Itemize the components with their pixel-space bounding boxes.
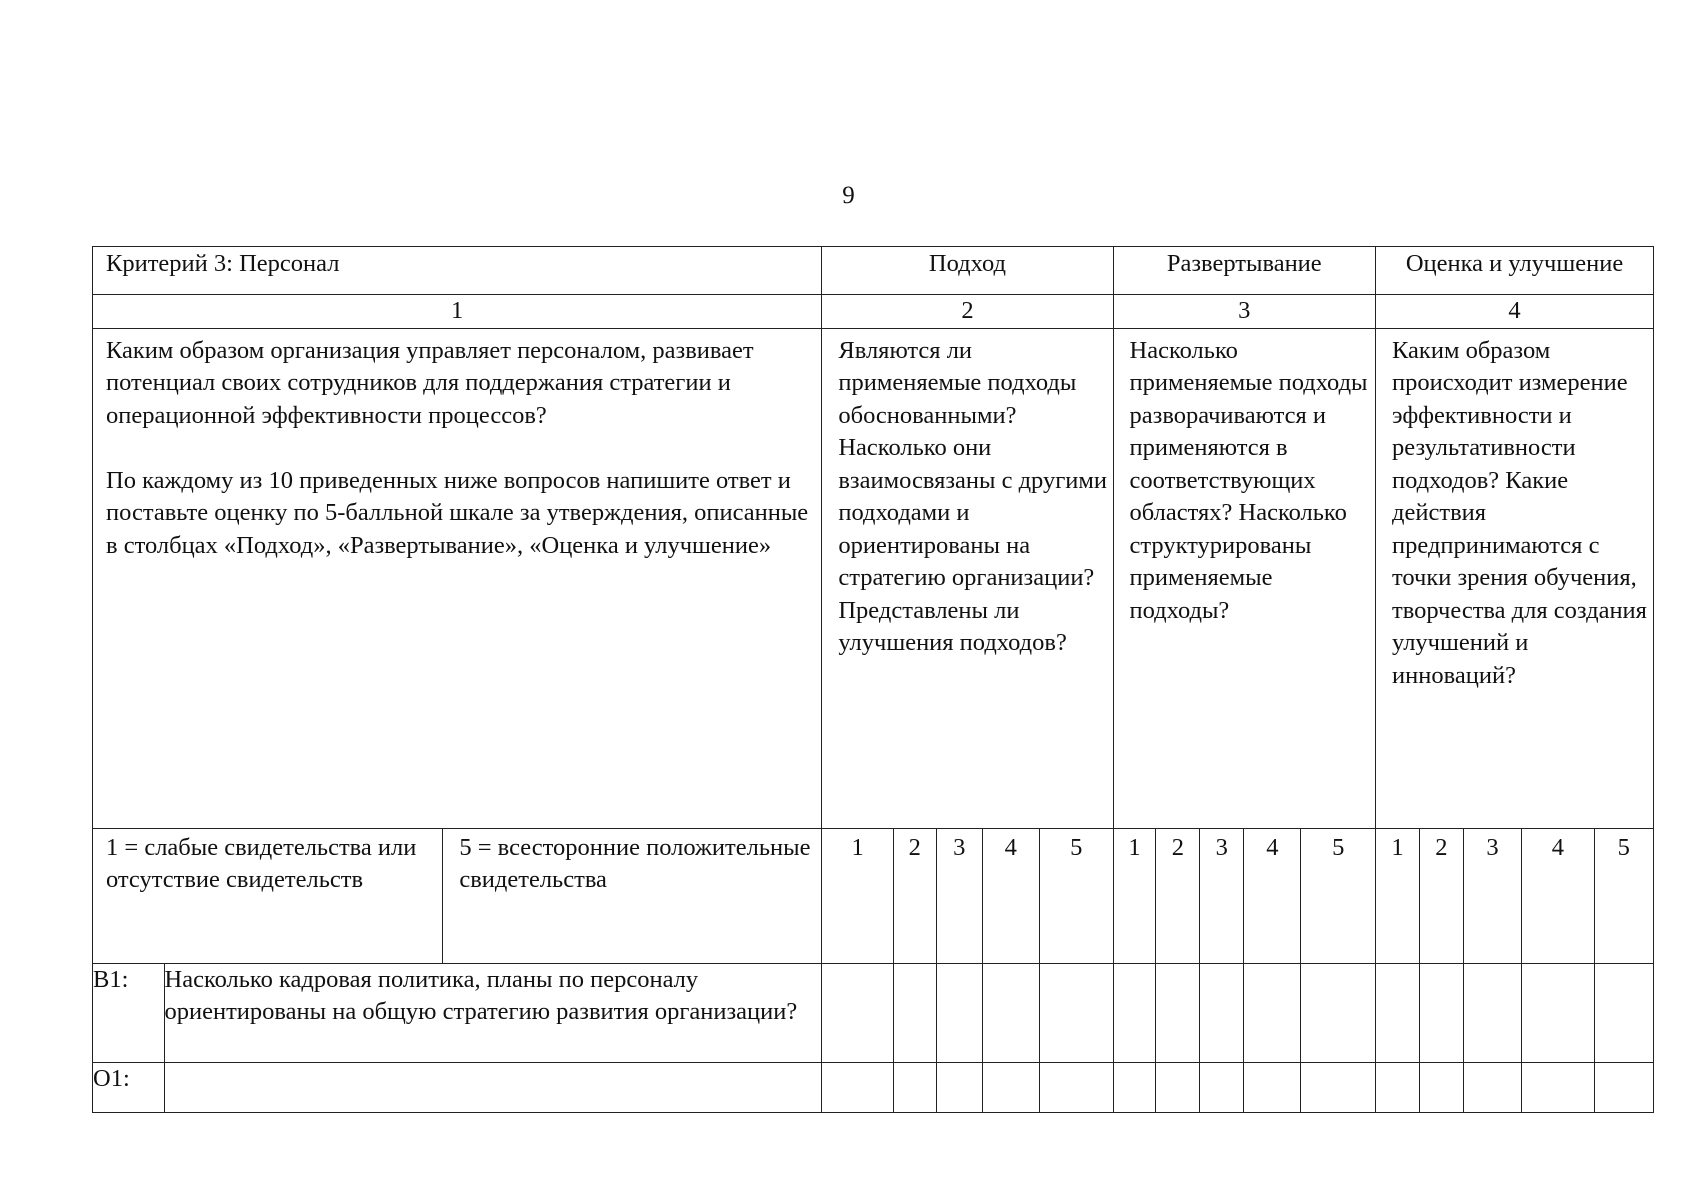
- scale-low-label: 1 = слабые свидетельства или отсутствие свидетельств: [93, 828, 443, 963]
- main-question: Каким образом организация управляет персоналом, развивает потенциал своих сотрудников для поддержания стратегии и операционной эффективности процессов?: [106, 336, 754, 429]
- score-cell[interactable]: [1039, 1062, 1113, 1112]
- score-label: 1: [1113, 828, 1156, 963]
- score-cell[interactable]: [1156, 963, 1200, 1062]
- score-label: 2: [893, 828, 936, 963]
- answer-text-field[interactable]: [164, 1062, 822, 1112]
- criterion-title: Критерий 3: Персонал: [93, 247, 822, 295]
- answer-row: [93, 1062, 1654, 1112]
- column-number: 1: [93, 295, 822, 329]
- score-cell[interactable]: [1594, 963, 1653, 1062]
- score-label: 5: [1301, 828, 1376, 963]
- score-cell[interactable]: [893, 963, 936, 1062]
- score-label: 4: [1522, 828, 1595, 963]
- column-number: 2: [822, 295, 1113, 329]
- scale-high-label: 5 = всесторонние положительные свидетельства: [443, 828, 822, 963]
- score-cell[interactable]: [1419, 963, 1463, 1062]
- score-cell[interactable]: [1522, 1062, 1595, 1112]
- score-cell[interactable]: [1419, 1062, 1463, 1112]
- score-cell[interactable]: [1156, 1062, 1200, 1112]
- instruction-text: По каждому из 10 приведенных ниже вопросов напишите ответ и поставьте оценку по 5-балльной шкале за утверждения, описанные в столбцах «Подход», «Развертывание», «Оценка и улучшение»: [106, 466, 809, 559]
- score-label: 1: [822, 828, 894, 963]
- score-cell[interactable]: [1594, 1062, 1653, 1112]
- intro-cell: [93, 328, 822, 828]
- score-cell[interactable]: [1301, 963, 1376, 1062]
- score-label: 5: [1039, 828, 1113, 963]
- score-cell[interactable]: [1463, 963, 1521, 1062]
- score-cell[interactable]: [1376, 1062, 1420, 1112]
- question-text: Насколько кадровая политика, планы по персоналу ориентированы на общую стратегию развития организации?: [164, 963, 822, 1062]
- question-row: [93, 963, 1654, 1062]
- answer-code: О1:: [93, 1062, 165, 1112]
- score-cell[interactable]: [893, 1062, 936, 1112]
- column-header-deployment: Развертывание: [1113, 247, 1376, 295]
- score-label: 3: [1200, 828, 1244, 963]
- score-cell[interactable]: [1200, 963, 1244, 1062]
- score-label: 3: [1463, 828, 1521, 963]
- score-cell[interactable]: [982, 963, 1039, 1062]
- score-cell[interactable]: [1301, 1062, 1376, 1112]
- column-header-approach: Подход: [822, 247, 1113, 295]
- score-cell[interactable]: [1463, 1062, 1521, 1112]
- score-cell[interactable]: [982, 1062, 1039, 1112]
- score-label: 1: [1376, 828, 1420, 963]
- page-number: 9: [842, 182, 855, 209]
- deployment-questions: Насколько применяемые подходы разворачиваются и применяются в соответствующих областях? Насколько структурированы применяемые подходы?: [1113, 328, 1376, 828]
- score-label: 2: [1419, 828, 1463, 963]
- score-cell[interactable]: [1376, 963, 1420, 1062]
- score-cell[interactable]: [1244, 963, 1301, 1062]
- score-cell[interactable]: [1200, 1062, 1244, 1112]
- score-cell[interactable]: [822, 963, 894, 1062]
- score-cell[interactable]: [1113, 1062, 1156, 1112]
- score-cell[interactable]: [936, 963, 982, 1062]
- approach-questions: Являются ли применяемые подходы обоснованными? Насколько они взаимосвязаны с другими подходами и ориентированы на стратегию организации? Представлены ли улучшения подходов?: [822, 328, 1113, 828]
- column-number: 4: [1376, 295, 1654, 329]
- score-cell[interactable]: [1522, 963, 1595, 1062]
- score-label: 3: [936, 828, 982, 963]
- score-label: 4: [1244, 828, 1301, 963]
- column-number: 3: [1113, 295, 1376, 329]
- score-cell[interactable]: [1244, 1062, 1301, 1112]
- score-label: 4: [982, 828, 1039, 963]
- score-cell[interactable]: [1113, 963, 1156, 1062]
- score-cell[interactable]: [1039, 963, 1113, 1062]
- assessment-table: [92, 246, 1654, 1113]
- score-label: 5: [1594, 828, 1653, 963]
- score-cell[interactable]: [822, 1062, 894, 1112]
- score-label: 2: [1156, 828, 1200, 963]
- score-cell[interactable]: [936, 1062, 982, 1112]
- question-code: В1:: [93, 963, 165, 1062]
- assessment-questions: Каким образом происходит измерение эффективности и результативности подходов? Какие действия предпринимаются с точки зрения обучения, творчества для создания улучшений и инноваций?: [1376, 328, 1654, 828]
- column-header-assessment: Оценка и улучшение: [1376, 247, 1654, 295]
